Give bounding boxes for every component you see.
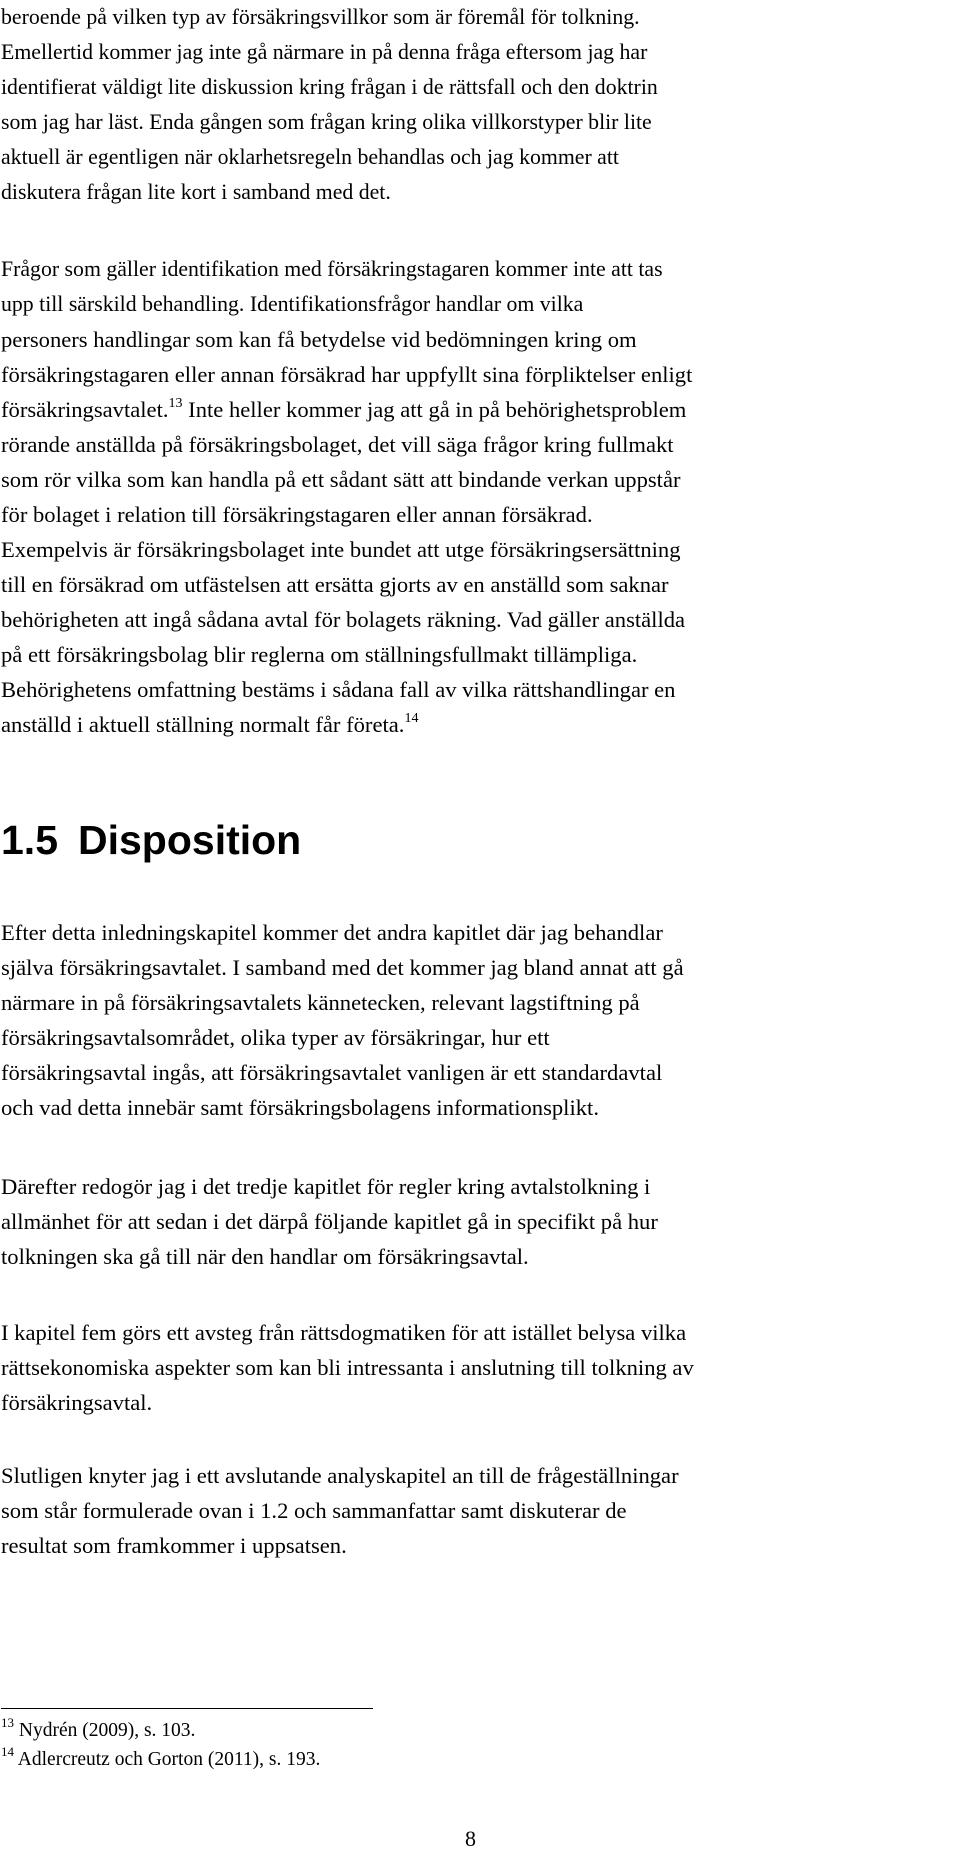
- text-line: på ett försäkringsbolag blir reglerna om ställningsfullmakt tillämpliga.: [1, 642, 638, 667]
- text-line: identifierat väldigt lite diskussion kring frågan i de rättsfall och den doktrin: [1, 75, 658, 99]
- text-line: rättsekonomiska aspekter som kan bli intressanta i anslutning till tolkning av: [1, 1355, 694, 1380]
- text-line: som står formulerade ovan i 1.2 och sammanfattar samt diskuterar de: [1, 1498, 627, 1523]
- paragraph-5: [1, 1315, 951, 1420]
- text-line: resultat som framkommer i uppsatsen.: [1, 1533, 347, 1558]
- text-line: och vad detta innebär samt försäkringsbolagens informationsplikt.: [1, 1095, 599, 1120]
- text-line: försäkringstagaren eller annan försäkrad har uppfyllt sina förpliktelser enligt: [1, 362, 693, 387]
- text-line: personers handlingar som kan få betydelse vid bedömningen kring om: [1, 327, 637, 352]
- footnote-text: Adlercreutz och Gorton (2011), s. 193.: [14, 1749, 321, 1770]
- text-line: som jag har läst. Enda gången som frågan kring olika villkorstyper blir lite: [1, 110, 652, 134]
- section-number: 1.5: [1, 817, 58, 863]
- text-line: Exempelvis är försäkringsbolaget inte bundet att utge försäkringsersättning: [1, 537, 681, 562]
- text-line: Frågor som gäller identifikation med försäkringstagaren kommer inte att tas: [1, 257, 663, 281]
- text-line: Slutligen knyter jag i ett avslutande analyskapitel an till de frågeställningar: [1, 1463, 679, 1488]
- footnote-13: [1, 1715, 196, 1744]
- paragraph-2: [1, 252, 951, 742]
- text-line: för bolaget i relation till försäkringstagaren eller annan försäkrad.: [1, 502, 593, 527]
- text-line: själva försäkringsavtalet. I samband med det kommer jag bland annat att gå: [1, 955, 684, 980]
- paragraph-6: [1, 1458, 951, 1563]
- footnote-text: Nydrén (2009), s. 103.: [14, 1720, 196, 1741]
- text-line: Behörighetens omfattning bestäms i sådana fall av vilka rättshandlingar en: [1, 677, 676, 702]
- text-line: tolkningen ska gå till när den handlar om försäkringsavtal.: [1, 1244, 529, 1269]
- text-line: närmare in på försäkringsavtalets kännetecken, relevant lagstiftning på: [1, 990, 640, 1015]
- footnote-14: [1, 1744, 321, 1773]
- page-number: 8: [465, 1826, 476, 1851]
- text-line: diskutera frågan lite kort i samband med det.: [1, 180, 391, 204]
- footnote-reference: 13: [168, 396, 183, 411]
- text-line-with-footnote: [1, 392, 951, 427]
- text-line: försäkringsavtalsområdet, olika typer av försäkringar, hur ett: [1, 1025, 550, 1050]
- footnote-mark: 13: [1, 1715, 14, 1730]
- text-line: beroende på vilken typ av försäkringsvillkor som är föremål för tolkning.: [1, 5, 640, 29]
- text-line: som rör vilka som kan handla på ett sådant sätt att bindande verkan uppstår: [1, 467, 681, 492]
- text-line: Därefter redogör jag i det tredje kapitlet för regler kring avtalstolkning i: [1, 1174, 651, 1199]
- footnote-reference: 14: [404, 711, 419, 726]
- paragraph-1: [1, 0, 951, 210]
- text-line-with-footnote: [1, 707, 951, 742]
- paragraph-3: [1, 915, 951, 1125]
- text-line: aktuell är egentligen när oklarhetsregeln behandlas och jag kommer att: [1, 145, 619, 169]
- text-segment: Inte heller kommer jag att gå in på behörighetsproblem: [182, 397, 687, 422]
- text-segment: anställd i aktuell ställning normalt får företa.: [1, 712, 405, 737]
- footnote-mark: 14: [1, 1744, 14, 1759]
- text-line: Emellertid kommer jag inte gå närmare in på denna fråga eftersom jag har: [1, 40, 648, 64]
- text-line: behörigheten att ingå sådana avtal för bolagets räkning. Vad gäller anställda: [1, 607, 686, 632]
- text-line: till en försäkrad om utfästelsen att ersätta gjorts av en anställd som saknar: [1, 572, 669, 597]
- text-line: rörande anställda på försäkringsbolaget, det vill säga frågor kring fullmakt: [1, 432, 674, 457]
- text-line: I kapitel fem görs ett avsteg från rättsdogmatiken för att istället belysa vilka: [1, 1320, 687, 1345]
- text-line: allmänhet för att sedan i det därpå följande kapitlet gå in specifikt på hur: [1, 1209, 658, 1234]
- text-line: försäkringsavtal ingås, att försäkringsavtalet vanligen är ett standardavtal: [1, 1060, 663, 1085]
- footnote-separator: [1, 1708, 373, 1709]
- text-segment: försäkringsavtalet.: [1, 397, 169, 422]
- section-heading: [1, 815, 301, 865]
- text-line: upp till särskild behandling. Identifikationsfrågor handlar om vilka: [1, 292, 584, 316]
- section-title: Disposition: [78, 817, 302, 863]
- text-line: försäkringsavtal.: [1, 1390, 153, 1415]
- paragraph-4: [1, 1169, 951, 1274]
- text-line: Efter detta inledningskapitel kommer det andra kapitlet där jag behandlar: [1, 920, 663, 945]
